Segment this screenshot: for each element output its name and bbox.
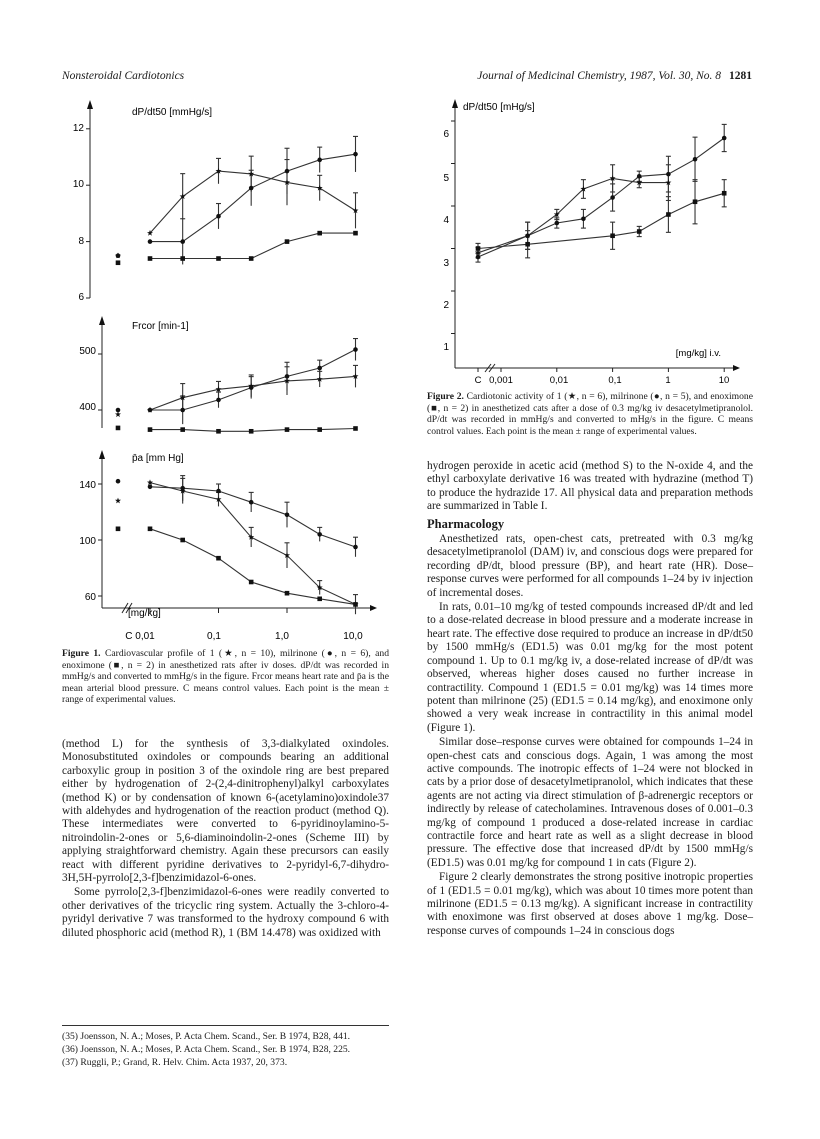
fig1-panel-0-square-point (216, 256, 221, 261)
fig1-xtick-1-0: 1,0 (275, 631, 289, 642)
fig1-hr-label: Frcor [min-1] (132, 321, 189, 332)
fig2-ytick-1: 1 (443, 342, 449, 353)
fig1-panel-2-star-point (147, 479, 153, 485)
paragraph: Some pyrrolo[2,3-f]benzimidazol-6-ones were readily converted to other derivatives of the tricyclic ring system. Actually the 3-chloro-4-pyridyl derivative 7 was transformed to the hydroxy compound 6 with diluted phosphoric acid (method R), 1 (BM 14.478) was oxidized with (62, 886, 389, 939)
fig1-panel-1-square-point (216, 429, 221, 434)
fig1-panel-0-circle-point (249, 186, 254, 191)
fig1-panel-2-circle-point (285, 513, 290, 518)
fig1-panel-2-square-point (317, 597, 322, 602)
fig2-square-point (693, 199, 698, 204)
fig2-circle-point (637, 174, 642, 179)
figure-2-caption-lead: Figure 2. (427, 391, 464, 402)
fig1-ytick-10: 10 (72, 179, 84, 190)
fig1-panel-1-axis-arrow (99, 316, 105, 325)
fig2-square-point (610, 233, 615, 238)
fig1-panel-0-circle-point (353, 152, 358, 157)
fig2-circle-point (581, 216, 586, 221)
fig2-xtick-10: 10 (718, 375, 730, 386)
fig2-square-point (666, 212, 671, 217)
footnote-rule (62, 1025, 389, 1026)
figure-2-caption-text: Cardiotonic activity of 1 (★, n = 6), milrinone (●, n = 5), and enoximone (■, n = 2) in anesthetized cats after a dose of 0.3 mg/kg iv desacetylmetipranolol. dP/dt was recorded in mmHg/s and converted to mHg/s in the figure. C means control values. Each point is the mean ± range of experimental values. (427, 391, 753, 437)
fig1-ytick-400: 400 (79, 402, 96, 413)
fig1-panel-0-square-point (353, 231, 358, 236)
fig1-control-point (115, 498, 121, 504)
fig1-panel-0-square-point (285, 239, 290, 244)
fig1-xtick-0-1: 0,1 (207, 631, 221, 642)
fig1-control-point (115, 411, 121, 417)
fig2-series-0-line (478, 178, 668, 252)
reference-36: (36) Joensson, N. A.; Moses, P. Acta Chem. Scand., Ser. B 1974, B28, 225. (62, 1043, 351, 1055)
fig2-circle-point (476, 255, 481, 260)
fig1-panel-0-square-point (148, 256, 153, 261)
fig1-panel-1-circle-point (148, 408, 153, 413)
fig1-panel-2-square-point (216, 556, 221, 561)
fig2-ytick-5: 5 (443, 173, 449, 184)
fig1-panel-0-series-2-line (150, 233, 356, 258)
fig1-x-axis-arrow (370, 605, 377, 611)
fig2-square-point (722, 191, 727, 196)
fig1-panel-1-square-point (249, 429, 254, 434)
reference-37: (37) Ruggli, P.; Grand, R. Helv. Chim. Acta 1937, 20, 373. (62, 1056, 288, 1068)
fig1-control-point (116, 479, 121, 484)
fig1-panel-1-circle-point (317, 366, 322, 371)
fig2-xtick-0-001: 0,001 (489, 375, 513, 386)
fig1-panel-0-circle-point (317, 158, 322, 163)
fig2-y-label: dP/dt50 [mHg/s] (463, 102, 535, 113)
fig2-ytick-3: 3 (443, 258, 449, 269)
paragraph: In rats, 0.01–10 mg/kg of tested compounds increased dP/dt and led to a dose-related decrease in blood pressure and a moderate increase in heart rate. The effective dose required to produce an increase in dP/dt50 by 1500 mmHg/s (ED1.5) was 0.01 mg/kg for the most potent compound 1. Up to 0.1 mg/kg iv, a dose-related increase of dP/dt was observed, whereas higher doses caused no further increase in contractility. Compound 1 (ED1.5 = 0.01 mg/kg) was 14 times more potent than milrinone (25) (ED1.5 = 0.14 mg/kg), and enoximone only showed a very weak increase in contractility in this animal model (Figure 1). (427, 601, 753, 734)
fig1-bp-label: p̄a [mm Hg] (132, 453, 184, 464)
paragraph: hydrogen peroxide in acetic acid (method S) to the N-oxide 4, and the ethyl carboxylate derivative 16 was treated with hydrazine (method T) to produce the hydrazide 17. All physical data and preparation methods are summarized in Table I. (427, 460, 753, 513)
figure-1-caption (62, 648, 389, 706)
fig1-panel-2-square-point (249, 580, 254, 585)
fig1-panel-1-square-point (285, 427, 290, 432)
fig1-panel-1-square-point (148, 427, 153, 432)
fig1-panel-0-axis-arrow (87, 100, 93, 109)
fig1-panel-0-circle-point (216, 214, 221, 219)
paragraph: Similar dose–response curves were obtained for compounds 1–24 in open-chest cats and conscious dogs. Again, 1 was among the most active compounds. The inotropic effects of 1–24 were not blocked in cats by a prior dose of desacetylmetipranolol, which indicates that these agents are not acting via direct stimulation of β-adrenergic receptors or indirectly by release of catecholamines. Intravenous doses of 0.001–0.3 mg/kg of compound 1 produced a dose-related increase in cardiac contractile force and heart rate as well as a slight decrease in blood pressure. The effective dose that increased dP/dt by 1500 mmHg/s (ED1.5) was 0.01 mg/kg for compound 1 in cats (Figure 2). (427, 736, 753, 869)
fig1-x-unit: [mg/kg] (128, 608, 161, 619)
fig1-panel-0-circle-point (285, 169, 290, 174)
fig1-panel-0-square-point (180, 256, 185, 261)
figure-1-caption-text: Cardiovascular profile of 1 (★, n = 10), milrinone (●, n = 6), and enoximone (■, n = 2) in anesthetized rats after iv doses. dP/dt was recorded in mmHg/s and converted to mmHg/s in the figure. Frcor means heart rate and p̄a is the mean arterial blood pressure. C means control values. Each point is the mean ± range of experimental values. (62, 648, 389, 706)
fig2-y-axis-arrow (452, 99, 458, 108)
fig2-x-axis-arrow (733, 365, 740, 371)
fig1-panel-1-series-0-line (150, 376, 356, 410)
section-heading-pharmacology: Pharmacology (427, 516, 505, 531)
figure-1-chart (60, 88, 390, 643)
fig1-panel-1-series-1-line (150, 350, 356, 411)
fig1-panel-2-circle-point (180, 486, 185, 491)
fig1-panel-2-square-point (353, 602, 358, 607)
fig2-square-point (525, 242, 530, 247)
fig1-panel-2-square-point (180, 538, 185, 543)
fig1-panel-0-circle-point (180, 239, 185, 244)
fig1-ytick-100: 100 (79, 536, 96, 547)
fig2-square-point (476, 246, 481, 251)
fig1-ytick-500: 500 (79, 346, 96, 357)
fig1-panel-0-square-point (317, 231, 322, 236)
fig2-circle-point (525, 233, 530, 238)
fig1-ytick-12: 12 (72, 123, 84, 134)
fig1-panel-2-circle-point (216, 489, 221, 494)
fig2-ytick-2: 2 (443, 300, 449, 311)
fig2-xtick-1: 1 (665, 375, 671, 386)
references (62, 1025, 389, 1069)
running-header-right (477, 70, 752, 82)
right-column-text (427, 460, 753, 939)
left-column-text (62, 738, 389, 941)
fig1-panel-1-circle-point (353, 347, 358, 352)
fig1-panel-1-circle-point (216, 398, 221, 403)
fig2-xtick-c: C (474, 375, 482, 386)
fig1-panel-1-circle-point (180, 408, 185, 413)
fig2-xtick-0-1: 0,1 (608, 375, 622, 386)
fig2-circle-point (610, 195, 615, 200)
fig2-series-1-line (478, 138, 724, 257)
fig1-panel-0-series-0-line (150, 171, 356, 233)
fig2-xtick-0-01: 0,01 (549, 375, 569, 386)
fig1-panel-2-axis-arrow (99, 450, 105, 459)
fig2-circle-point (555, 221, 560, 226)
fig1-xtick-10-0: 10,0 (343, 631, 363, 642)
figure-2-caption (427, 391, 753, 437)
fig2-circle-point (693, 157, 698, 162)
page-number: 1281 (729, 70, 752, 82)
fig2-ytick-4: 4 (443, 215, 449, 226)
fig1-control-point (116, 260, 121, 265)
fig1-ytick-60: 60 (84, 592, 96, 603)
fig1-panel-1-square-point (353, 426, 358, 431)
fig1-panel-2-circle-point (353, 545, 358, 550)
fig2-x-unit: [mg/kg] i.v. (675, 348, 721, 359)
fig1-panel-1-square-point (317, 427, 322, 432)
reference-35: (35) Joensson, N. A.; Moses, P. Acta Chem. Scand., Ser. B 1974, B28, 441. (62, 1031, 351, 1042)
fig2-square-point (637, 229, 642, 234)
fig1-control-point (116, 426, 121, 431)
fig2-circle-point (722, 136, 727, 141)
fig1-xtick-c: C 0,01 (125, 631, 155, 642)
journal-citation: Journal of Medicinal Chemistry, 1987, Vol. 30, No. 8 (477, 70, 721, 82)
fig1-panel-1-square-point (180, 427, 185, 432)
fig1-ytick-6: 6 (78, 292, 84, 303)
fig1-panel-2-circle-point (249, 500, 254, 505)
paragraph: Figure 2 clearly demonstrates the strong positive inotropic properties of 1 (ED1.5 = 0.01 mg/kg), which was about 10 times more potent than milrinone (ED1.5 = 0.13 mg/kg). A significant increase in contractility with enoximone was first observed at doses above 1 mg/kg. Dose–response curves of compounds 1–24 in conscious dogs (427, 871, 753, 937)
fig1-dpdt-label: dP/dt50 [mmHg/s] (132, 107, 213, 118)
fig1-control-point (116, 527, 121, 532)
fig1-panel-2-square-point (285, 591, 290, 596)
fig1-panel-0-circle-point (148, 239, 153, 244)
fig1-panel-2-square-point (148, 527, 153, 532)
fig1-ytick-8: 8 (78, 236, 84, 247)
fig1-panel-2-circle-point (148, 485, 153, 490)
fig1-panel-0-square-point (249, 256, 254, 261)
fig2-ytick-6: 6 (443, 129, 449, 140)
fig1-panel-1-circle-point (249, 385, 254, 390)
figure-2-chart (425, 88, 755, 388)
paragraph: Anesthetized rats, open-chest cats, pretreated with 0.3 mg/kg desacetylmetipranolol (DAM) iv, and conscious dogs were prepared for recording dP/dt, blood pressure (BP), and heart rate (HR). Dose–response curves were performed for all compounds 1–24 by iv injection of incremental doses. (427, 533, 753, 599)
figure-1-caption-lead: Figure 1. (62, 648, 101, 659)
fig2-circle-point (666, 172, 671, 177)
running-header-left: Nonsteroidal Cardiotonics (62, 70, 185, 82)
fig1-panel-2-circle-point (317, 532, 322, 537)
fig1-ytick-140: 140 (79, 480, 96, 491)
fig1-panel-1-circle-point (285, 374, 290, 379)
paragraph: (method L) for the synthesis of 3,3-dialkylated oxindoles. Monosubstituted oxindoles or compounds bearing an additional carboxylic group in position 3 of the oxindole ring are best prepared either by hydrogenation of 2-(2,4-dinitrophenyl)alkyl carboxylates (method K) or by condensation of known 6-(acetylamino)oxindole37 with aldehydes and hydrogenation of the reaction product (method Q). These intermediates were converted to 6-pyridinoylamino-5-nitroindolin-2-ones or 5,6-diaminoindolin-2-ones (Scheme III) by applying straightforward chemistry. Again these precursors can easily react with different pyridine derivatives to 2-pyridyl-6,7-dihydro-3H,5H-pyrrolo[2,3-f]benzimidazol-6-ones. (62, 738, 389, 885)
